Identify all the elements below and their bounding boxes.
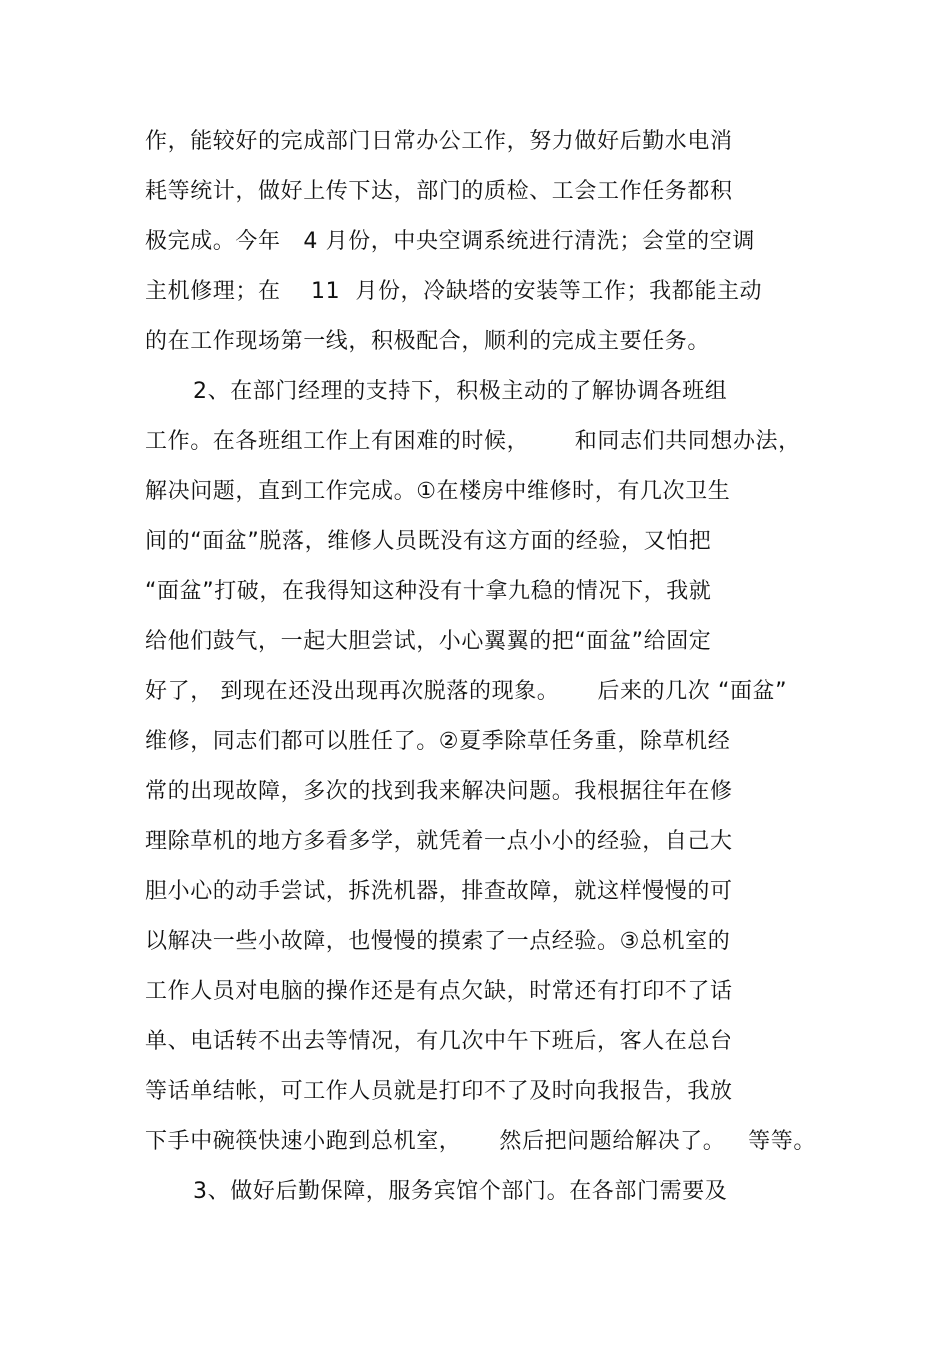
paragraph-2-start: 2、在部门经理的支持下，积极主动的了解协调各班组 <box>193 379 728 404</box>
text-line: 主机修理；在 11 月份，冷缺塔的安装等工作；我都能主动 <box>145 279 763 304</box>
text-line: 单、电话转不出去等情况，有几次中午下班后，客人在总台 <box>145 1029 733 1054</box>
text-line: 胆小心的动手尝试，拆洗机器，排查故障，就这样慢慢的可 <box>145 879 733 904</box>
text-line: 以解决一些小故障，也慢慢的摸索了一点经验。③总机室的 <box>145 929 731 954</box>
text-line: 极完成。今年 4 月份，中央空调系统进行清洗；会堂的空调 <box>145 229 755 254</box>
text-line: 给他们鼓气，一起大胆尝试，小心翼翼的把“面盆”给固定 <box>145 629 712 654</box>
text-line: 好了， 到现在还没出现再次脱落的现象。 后来的几次 “面盆” <box>145 679 788 704</box>
text-line: “面盆”打破，在我得知这种没有十拿九稳的情况下，我就 <box>145 579 712 604</box>
text-line: 间的“面盆”脱落，维修人员既没有这方面的经验，又怕把 <box>145 529 712 554</box>
text-line: 耗等统计，做好上传下达，部门的质检、工会工作任务都积 <box>145 179 733 204</box>
text-line: 的在工作现场第一线，积极配合，顺利的完成主要任务。 <box>145 329 711 354</box>
text-line: 工作。在各班组工作上有困难的时候， 和同志们共同想办法， <box>145 429 801 454</box>
text-line: 工作人员对电脑的操作还是有点欠缺，时常还有打印不了话 <box>145 979 733 1004</box>
text-line: 作，能较好的完成部门日常办公工作，努力做好后勤水电消 <box>145 129 733 154</box>
text-line: 等话单结帐，可工作人员就是打印不了及时向我报告，我放 <box>145 1079 733 1104</box>
text-line: 下手中碗筷快速小跑到总机室， 然后把问题给解决了。 等等。 <box>145 1129 816 1154</box>
paragraph-3-start: 3、做好后勤保障，服务宾馆个部门。在各部门需要及 <box>193 1179 728 1204</box>
text-line: 维修，同志们都可以胜任了。②夏季除草任务重，除草机经 <box>145 729 731 754</box>
text-line: 常的出现故障，多次的找到我来解决问题。我根据往年在修 <box>145 779 733 804</box>
text-line: 解决问题，直到工作完成。①在楼房中维修时，有几次卫生 <box>145 479 731 504</box>
text-line: 理除草机的地方多看多学，就凭着一点小小的经验，自己大 <box>145 829 733 854</box>
